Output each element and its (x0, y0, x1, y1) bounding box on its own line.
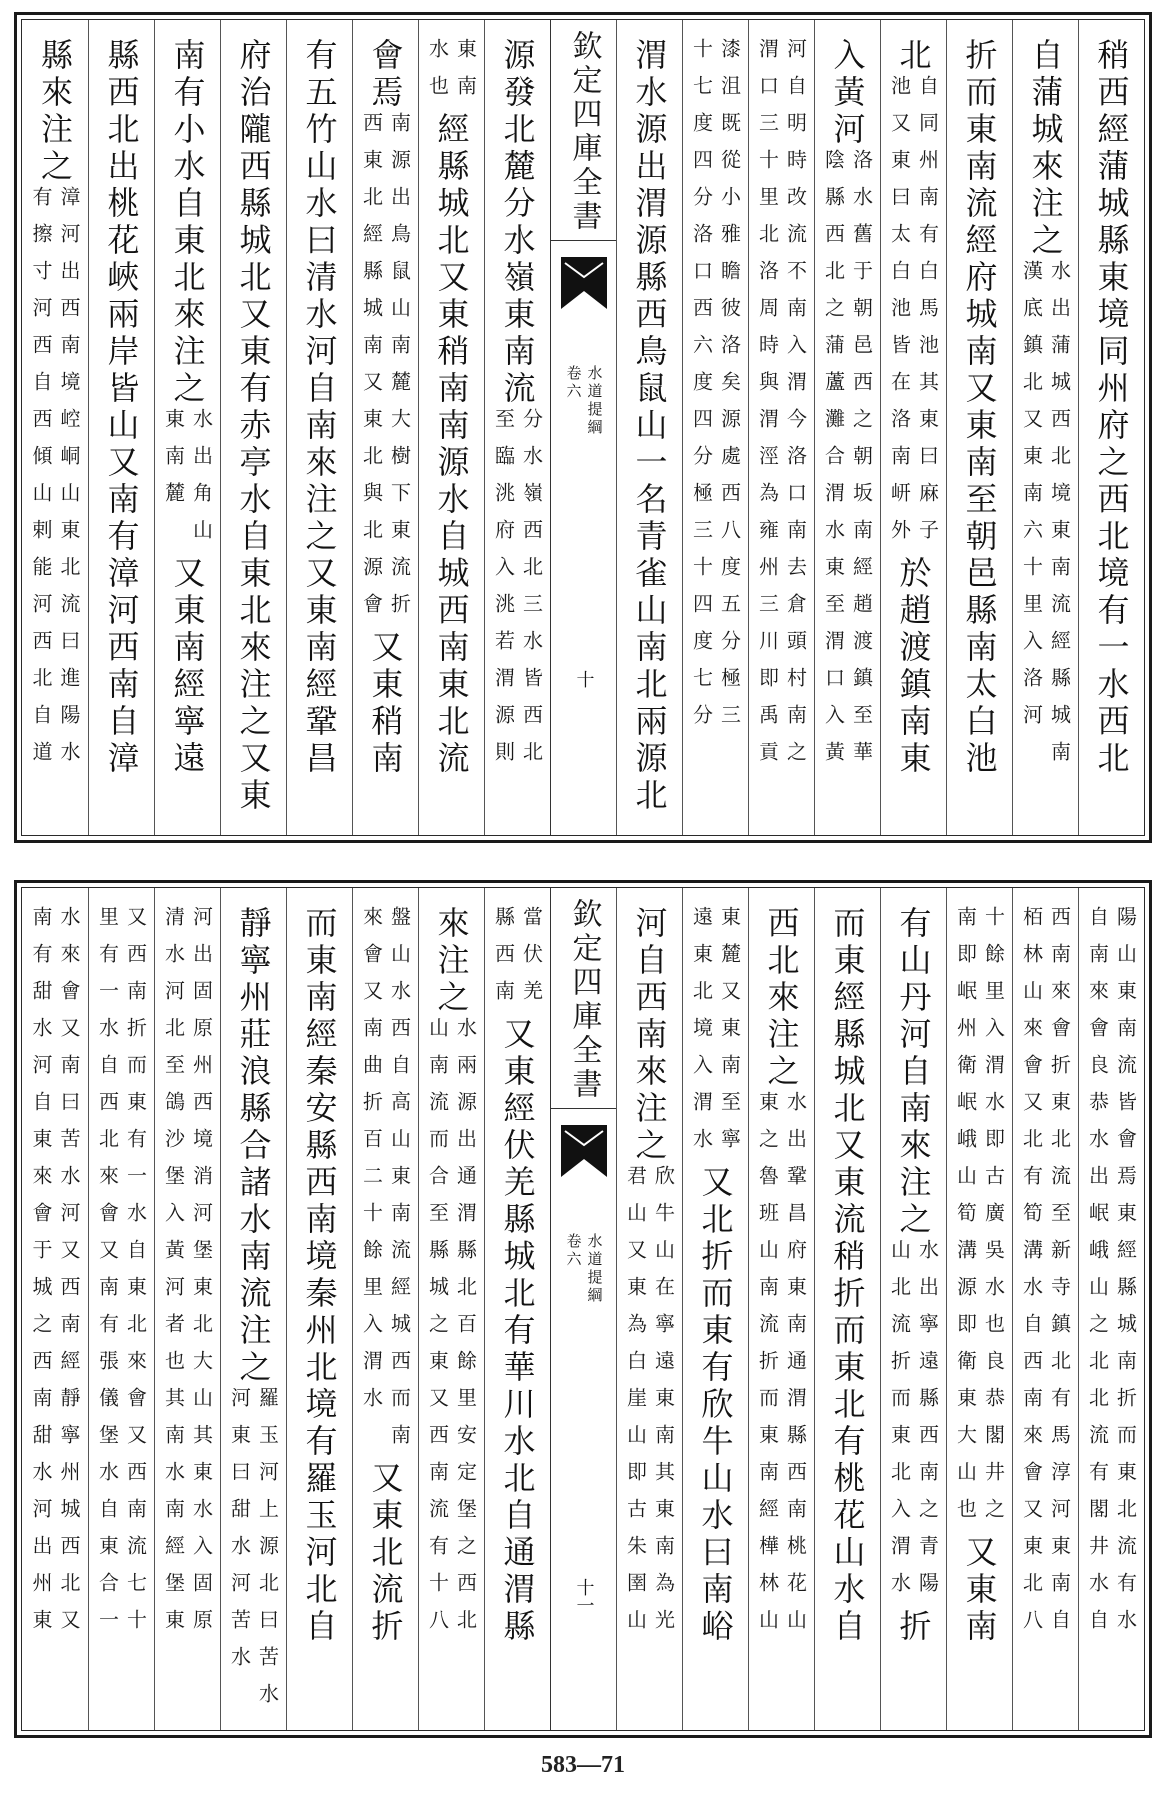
annotation-line: 水出鞏昌府東南通渭縣西南桃花山 (783, 1091, 808, 1646)
right-text-column-1 (1078, 20, 1144, 835)
volume-number: 卷六 (564, 365, 583, 401)
annotation (623, 1165, 676, 1646)
annotation-line: 君山又東為白崖山即古朱圉山 (623, 1165, 648, 1646)
main-text: 入黃河 (828, 38, 867, 149)
main-text: 折而東南流經府城南又東南至朝邑縣南太白池 (960, 38, 999, 778)
main-text: 會焉 (366, 38, 405, 112)
left-text-column-1 (484, 20, 550, 835)
annotation-line: 里有一水自西北來會又南有張儀堡水自東合一 (95, 906, 120, 1646)
main-text: 而東經縣城北又東流稍折而東北有桃花山水自 (828, 906, 867, 1646)
annotation-line: 渭口三十里北洛周時與渭涇為雍州三川即禹貢 (755, 38, 780, 778)
annotation (31, 906, 79, 1646)
main-text: 又北折而東有欣牛山水曰南峪 (696, 1165, 735, 1646)
annotation-line: 盤山水西自高山東南流經城西而南 (387, 906, 412, 1461)
right-text-column-4 (880, 20, 946, 835)
collection-title: 欽定四庫全書 (551, 20, 616, 241)
annotation-line: 山北流折而東北入渭水 (887, 1239, 912, 1609)
annotation-line: 東之魯班山南流折而東南經樺林山 (755, 1091, 780, 1646)
annotation-line: 十七度四分洛口西六度四分極三十四度七分 (689, 38, 714, 741)
annotation-line: 自南來會良恭水出岷峨山之北北流有閣井水自 (1085, 906, 1110, 1646)
annotation (491, 906, 544, 1017)
annotation (1019, 906, 1072, 1646)
right-text-column-1 (1078, 888, 1144, 1730)
top-leaf (14, 12, 1152, 843)
annotation (95, 906, 148, 1646)
main-text: 稍西經蒲城縣東境同州府之西北境有一水西北 (1092, 38, 1131, 778)
annotation (755, 1091, 808, 1646)
main-text: 渭水源出渭源縣西鳥鼠山一名青雀山南北兩源北 (630, 38, 669, 815)
main-text: 西北來注之 (762, 906, 801, 1091)
left-text-column-6 (154, 888, 220, 1730)
annotation-line: 又西南折而東有一水自東北來會又西南流七十 (123, 906, 148, 1646)
center-column (550, 888, 616, 1730)
right-text-column-4 (880, 888, 946, 1730)
right-text-column-2 (1012, 20, 1078, 835)
annotation (161, 906, 214, 1646)
annotation-line: 欣牛山在寧遠東南其東南為光 (651, 1165, 676, 1646)
leaf-number: 十 (573, 670, 595, 688)
fish-tail-mark (561, 1125, 607, 1177)
main-text: 南有小水自東北來注之 (168, 38, 207, 408)
main-text: 折 (894, 1609, 933, 1646)
annotation-line: 陽山東南流皆會焉東經縣城南折而東北流有水 (1113, 906, 1138, 1646)
book-info (566, 1233, 602, 1305)
left-text-column-2 (418, 20, 484, 835)
left-text-column-4 (286, 888, 352, 1730)
main-text: 於趙渡鎮南東 (894, 556, 933, 778)
annotation (359, 112, 412, 630)
annotation-line: 至臨洮府入洮若渭源則 (491, 408, 516, 778)
annotation-line: 南有甜水河自東來會于城之西南甜水河出州東 (29, 906, 53, 1646)
main-text: 經縣城北又東稍南南源水自城西南東北流 (432, 112, 471, 778)
center-column (550, 20, 616, 835)
left-text-column-3 (352, 20, 418, 835)
left-text-column-1 (484, 888, 550, 1730)
main-text: 府治隴西縣城北又東有赤亭水自東北來注之又東 (234, 38, 273, 815)
annotation-line: 水出蒲城西北境東南流經縣城南 (1047, 260, 1072, 778)
main-text: 北 (894, 38, 933, 75)
main-text: 有山丹河自南來注之 (894, 906, 933, 1239)
main-text: 河自西南來注之 (630, 906, 669, 1165)
annotation-line: 水來會又南曰苦水河又西南經靜寧州城西北又 (57, 906, 81, 1646)
left-text-column-3 (352, 888, 418, 1730)
annotation-line: 南即岷州衛岷峨山筍溝源即衛東大山也 (953, 906, 978, 1535)
main-text: 自蒲城來注之 (1026, 38, 1065, 260)
annotation-line: 東南 (453, 38, 478, 112)
annotation (1019, 260, 1072, 778)
annotation-line: 河東曰甜水河苦水 (227, 1387, 252, 1683)
left-half (22, 20, 550, 835)
annotation-line: 漳河出西南境崆峒山東北流曰進陽水 (57, 186, 81, 778)
main-text: 又東經伏羌縣城北有華川水北自通渭縣 (498, 1017, 537, 1646)
annotation (1085, 906, 1138, 1646)
main-text: 來注之 (432, 906, 471, 1017)
annotation-line: 漢底鎮北又東南六十里入洛河 (1019, 260, 1044, 741)
annotation (425, 38, 478, 112)
main-text: 靜寧州莊浪縣合諸水南流注之 (234, 906, 273, 1387)
left-text-column-7 (88, 888, 154, 1730)
annotation-line: 清水河北至鴿沙堡入黃河者也其南水南經堡東 (161, 906, 186, 1646)
right-text-column-2 (1012, 888, 1078, 1730)
annotation (887, 75, 940, 556)
left-text-column-5 (220, 888, 286, 1730)
annotation (359, 906, 412, 1461)
right-text-column-8 (616, 20, 682, 835)
annotation-line: 東麓又東南至寧 (717, 906, 742, 1165)
annotation-line: 漆沮既從小雅瞻彼洛矣源處西八度五分極三 (717, 38, 742, 741)
text-frame (21, 887, 1145, 1731)
right-text-column-6 (748, 20, 814, 835)
annotation-line: 水出角山 (189, 408, 214, 556)
annotation-line: 水也 (425, 38, 450, 112)
annotation-line: 遠東北境入渭水 (689, 906, 714, 1165)
annotation (689, 906, 742, 1165)
fish-tail-mark (561, 257, 607, 309)
annotation-line: 河自明時改流不南入渭今洛口南去倉頭村南之 (783, 38, 808, 778)
left-text-column-6 (154, 20, 220, 835)
main-text: 而東南經秦安縣西南境秦州北境有羅玉河北自 (300, 906, 339, 1646)
main-text: 又東北流折 (366, 1461, 405, 1646)
right-text-column-3 (946, 20, 1012, 835)
left-half (22, 888, 550, 1730)
book-title: 水道提綱 (585, 1233, 604, 1305)
annotation-line: 河出固原州西境消河堡東北大山其東水入固原 (189, 906, 214, 1646)
right-text-column-5 (814, 20, 880, 835)
main-text: 源發北麓分水嶺東南流 (498, 38, 537, 408)
collection-title: 欽定四庫全書 (551, 888, 616, 1109)
main-text: 縣西北出桃花峽兩岸皆山又南有漳河西南自漳 (102, 38, 141, 778)
annotation (953, 906, 1006, 1535)
main-text: 又東南經寧遠 (168, 556, 207, 778)
annotation-line: 當伏羌 (519, 906, 544, 1017)
page-number: 583—71 (541, 1752, 625, 1778)
left-text-column-8 (22, 888, 88, 1730)
annotation-line: 東南麓 (161, 408, 186, 519)
right-text-column-7 (682, 20, 748, 835)
main-text: 有五竹山水曰清水河自南來注之又東南經鞏昌 (300, 38, 339, 778)
annotation-line: 水兩源出通渭縣北百餘里安定堡之西北 (453, 1017, 478, 1646)
main-text: 又東南 (960, 1535, 999, 1646)
right-text-column-5 (814, 888, 880, 1730)
annotation (821, 149, 874, 778)
annotation (31, 186, 79, 778)
annotation-line: 池又東曰太白池皆在洛南岍外 (887, 75, 912, 556)
left-text-column-4 (286, 20, 352, 835)
right-text-column-7 (682, 888, 748, 1730)
text-frame (21, 19, 1145, 836)
bottom-leaf (14, 880, 1152, 1738)
leaf-number: 十一 (573, 1578, 595, 1614)
annotation (491, 408, 544, 778)
main-text: 又東稍南 (366, 630, 405, 778)
annotation (161, 408, 214, 556)
annotation-line: 陰縣西北之蒲蘆灘合渭水東至渭口入黃 (821, 149, 846, 778)
annotation-line: 十餘里入渭水即古廣吳水也良恭閣井之 (981, 906, 1006, 1535)
annotation-line: 西南來會折東北流至新寺鎮北有馬淳河東南自 (1047, 906, 1072, 1646)
annotation-line: 洛水舊于朝邑西之朝坂南經趙渡鎮至華 (849, 149, 874, 778)
annotation-line: 栢林山來會又北有筍溝水自西南來會又東北八 (1019, 906, 1044, 1646)
annotation-line: 縣西南 (491, 906, 516, 1017)
left-text-column-5 (220, 20, 286, 835)
annotation-line: 南源出鳥鼠山南麓大樹下東流折 (387, 112, 412, 630)
annotation (227, 1387, 280, 1720)
right-text-column-3 (946, 888, 1012, 1730)
annotation-line: 羅玉河上源北曰苦水 (255, 1387, 280, 1720)
book-info (566, 365, 602, 437)
annotation-line: 水出寧遠縣西南之青陽 (915, 1239, 940, 1609)
left-text-column-7 (88, 20, 154, 835)
main-text: 縣來注之 (36, 38, 74, 186)
annotation-line: 自同州南有白馬池其東曰麻子 (915, 75, 940, 556)
annotation-line: 有擦寸河西自西傾山剌能河西北自道 (29, 186, 53, 778)
left-text-column-8 (22, 20, 88, 835)
right-half (616, 888, 1144, 1730)
right-text-column-6 (748, 888, 814, 1730)
annotation-line: 分水嶺西北三水皆西北 (519, 408, 544, 778)
book-title: 水道提綱 (585, 365, 604, 437)
annotation-line: 山南流而合至縣城之東又西南流有十八 (425, 1017, 450, 1646)
annotation (689, 38, 742, 741)
right-half (616, 20, 1144, 835)
annotation-line: 來會又南曲折百二十餘里入渭水 (359, 906, 384, 1424)
annotation-line: 西東北經縣城南又東北與北源會 (359, 112, 384, 630)
annotation (887, 1239, 940, 1609)
annotation (755, 38, 808, 778)
volume-number: 卷六 (564, 1233, 583, 1269)
annotation (425, 1017, 478, 1646)
left-text-column-2 (418, 888, 484, 1730)
right-text-column-8 (616, 888, 682, 1730)
